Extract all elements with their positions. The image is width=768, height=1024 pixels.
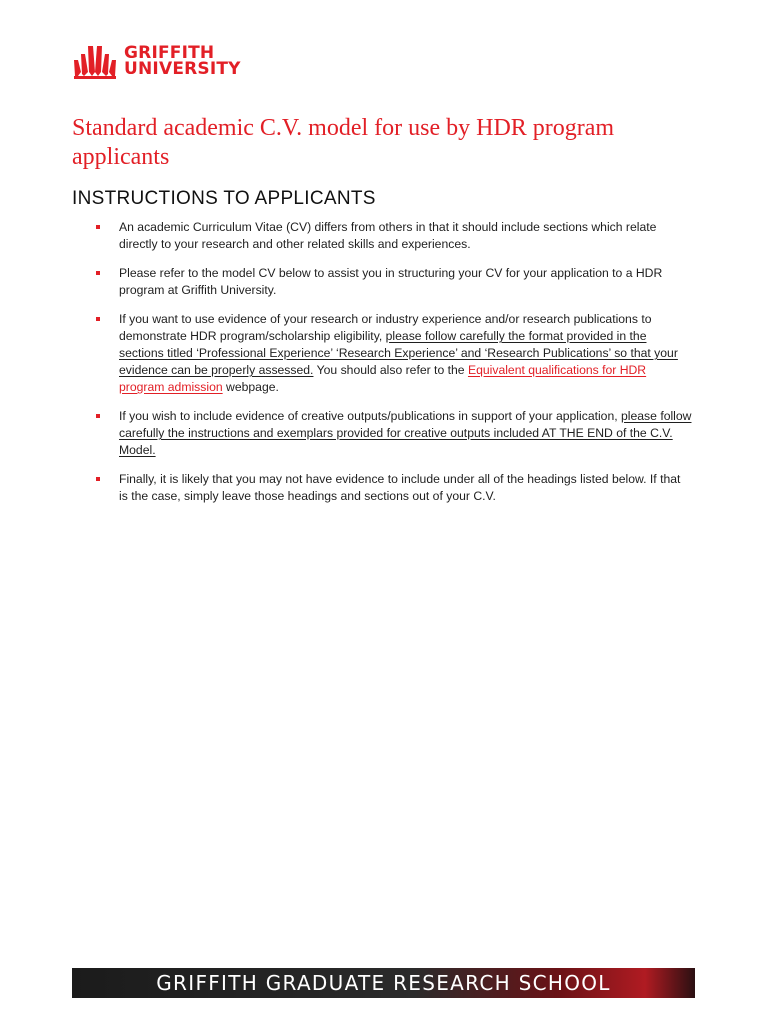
item-text: An academic Curriculum Vitae (CV) differs from others in that it should include sections which relate directly to your research and other related skills and experiences. <box>119 220 657 251</box>
list-item <box>96 311 692 396</box>
footer-banner <box>72 968 695 998</box>
griffith-flame-logo-icon <box>72 42 118 80</box>
item-text-emphasis: please follow carefully the instructions and exemplars provided for creative outputs included AT THE END of the C.V. Model. <box>119 409 692 457</box>
bullet-square-icon <box>96 477 100 481</box>
bullet-square-icon <box>96 317 100 321</box>
item-text-middle: You should also refer to the <box>313 363 468 377</box>
list-item <box>96 265 692 299</box>
document-title: Standard academic C.V. model for use by HDR program applicants <box>72 115 615 170</box>
list-item <box>96 471 692 505</box>
griffith-university-logo <box>72 42 241 80</box>
logo-wordmark <box>124 45 241 77</box>
logo-line-griffith: GRIFFITH <box>124 43 215 63</box>
bullet-square-icon <box>96 414 100 418</box>
list-item <box>96 219 692 253</box>
item-text: Please refer to the model CV below to assist you in structuring your CV for your application to a HDR program at Griffith University. <box>119 266 663 297</box>
item-text: Finally, it is likely that you may not have evidence to include under all of the headings listed below. If that is the case, simply leave those headings and sections out of your C.V. <box>119 472 681 503</box>
equivalent-qualifications-link[interactable]: Equivalent qualifications for HDR program admission <box>119 363 647 394</box>
section-heading: INSTRUCTIONS TO APPLICANTS <box>72 188 376 209</box>
item-text-intro: If you wish to include evidence of creative outputs/publications in support of your application, <box>119 409 622 423</box>
item-text-intro: If you want to use evidence of your research or industry experience and/or research publications to demonstrate HDR program/scholarship eligibility, <box>119 312 652 343</box>
bullet-square-icon <box>96 225 100 229</box>
item-text-emphasis: please follow carefully the format provided in the sections titled ‘Professional Experience’ ‘Research Experience’ and ‘Research Publications’ so that your evidence can be properly assessed. <box>119 329 678 377</box>
item-text-end: webpage. <box>222 380 279 394</box>
list-item <box>96 408 692 459</box>
logo-line-university: UNIVERSITY <box>124 59 241 79</box>
bullet-square-icon <box>96 271 100 275</box>
instructions-list <box>96 219 692 517</box>
footer-text: GRIFFITH GRADUATE RESEARCH SCHOOL <box>156 971 611 995</box>
